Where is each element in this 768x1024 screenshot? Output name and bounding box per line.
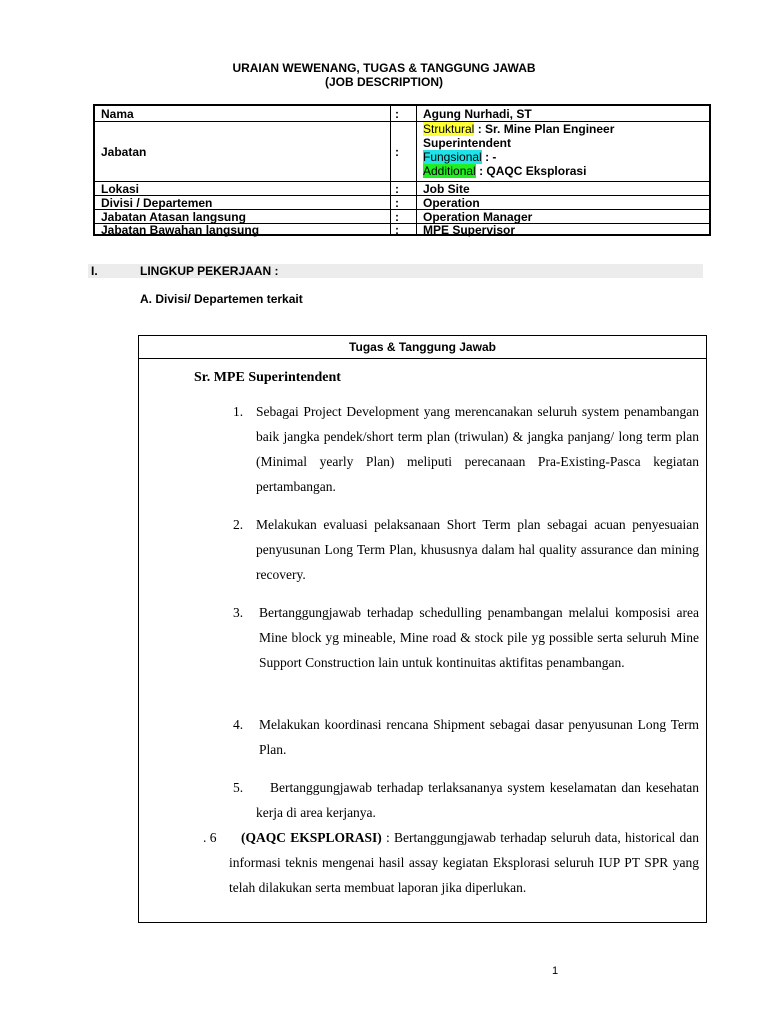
separator: : (391, 122, 417, 181)
row-lokasi (95, 182, 709, 196)
additional-label: Additional (423, 164, 476, 178)
struktural-value: : Sr. Mine Plan Engineer (477, 122, 615, 136)
nama-value: Agung Nurhadi, ST (423, 106, 532, 121)
nama-label: Nama (95, 106, 391, 121)
lokasi-label: Lokasi (95, 182, 391, 195)
divisi-value: Operation (423, 195, 480, 210)
qaqc-text: : Bertanggungjawab terhadap seluruh data, historical dan informasi teknis mengenai hasil assay kegiatan Eksplorasi seluruh IUP PT SPR yang telah dilakukan serta membuat laporan jika diperlukan. (229, 830, 699, 895)
struktural-label: Struktural (423, 122, 475, 136)
item-number: 1. (233, 404, 244, 419)
duty-item: Bertanggungjawab terhadap schedulling penambangan melalui komposisi area Mine block yg mineable, Mine road & stock pile yg possible serta seluruh Mine Support Construction lain untuk kontinuitas aktifitas penambangan. (259, 605, 699, 670)
bawahan-label: Jabatan Bawahan langsung (95, 224, 391, 236)
row-bawahan (95, 224, 709, 236)
row-atasan (95, 210, 709, 224)
struktural-value-cont: Superintendent (423, 136, 512, 150)
duty-item: Melakukan koordinasi rencana Shipment sebagai dasar penyusunan Long Term Plan. (259, 717, 699, 757)
page-number: 1 (552, 965, 559, 977)
lokasi-value: Job Site (423, 181, 470, 196)
atasan-label: Jabatan Atasan langsung (95, 210, 391, 223)
item-number: 2. (233, 517, 244, 532)
item-number: . 6 (203, 830, 217, 845)
additional-value: : QAQC Eksplorasi (479, 164, 587, 178)
employee-info-table (93, 104, 711, 236)
item-number: 4. (233, 717, 244, 732)
bawahan-value: MPE Supervisor (423, 223, 516, 237)
row-nama (95, 106, 709, 122)
divisi-label: Divisi / Departemen (95, 196, 391, 209)
row-divisi (95, 196, 709, 210)
row-jabatan (95, 122, 709, 182)
document-title: URAIAN WEWENANG, TUGAS & TANGGUNG JAWAB (232, 61, 536, 75)
fungsional-label: Fungsional (423, 150, 482, 164)
separator: : (391, 196, 417, 209)
item-number: 5. (233, 780, 244, 795)
section-heading (88, 264, 703, 278)
duty-item-qaqc (229, 825, 699, 900)
item-number: 3. (233, 605, 244, 620)
role-title: Sr. MPE Superintendent (194, 370, 341, 385)
section-label: LINGKUP PEKERJAAN : (140, 264, 279, 278)
fungsional-value: : - (485, 150, 497, 164)
separator: : (391, 210, 417, 223)
duties-box (138, 335, 707, 923)
separator: : (391, 182, 417, 195)
duty-item: Melakukan evaluasi pelaksanaan Short Term plan sebagai acuan penyesuaian penyusunan Long Term Plan, khususnya dalam hal quality assurance dan mining recovery. (256, 517, 699, 582)
subsection-heading: A. Divisi/ Departemen terkait (140, 292, 303, 306)
document-subtitle: (JOB DESCRIPTION) (324, 75, 443, 89)
separator: : (391, 106, 417, 121)
qaqc-lead: (QAQC EKSPLORASI) (241, 830, 382, 845)
atasan-value: Operation Manager (423, 209, 533, 224)
duty-item: Sebagai Project Development yang merencanakan seluruh system penambangan baik jangka pendek/short term plan (triwulan) & jangka panjang/ long term plan (Minimal yearly Plan) meliputi perecanaan Pra-Existing-Pasca kegiatan pertambangan. (256, 404, 699, 494)
duties-header: Tugas & Tanggung Jawab (139, 336, 706, 359)
section-number: I. (91, 264, 98, 278)
duty-item: Bertanggungjawab terhadap terlaksananya system keselamatan dan kesehatan kerja di area kerjanya. (256, 780, 699, 820)
separator: : (391, 224, 417, 236)
jabatan-value (417, 122, 709, 181)
jabatan-label: Jabatan (95, 122, 391, 181)
